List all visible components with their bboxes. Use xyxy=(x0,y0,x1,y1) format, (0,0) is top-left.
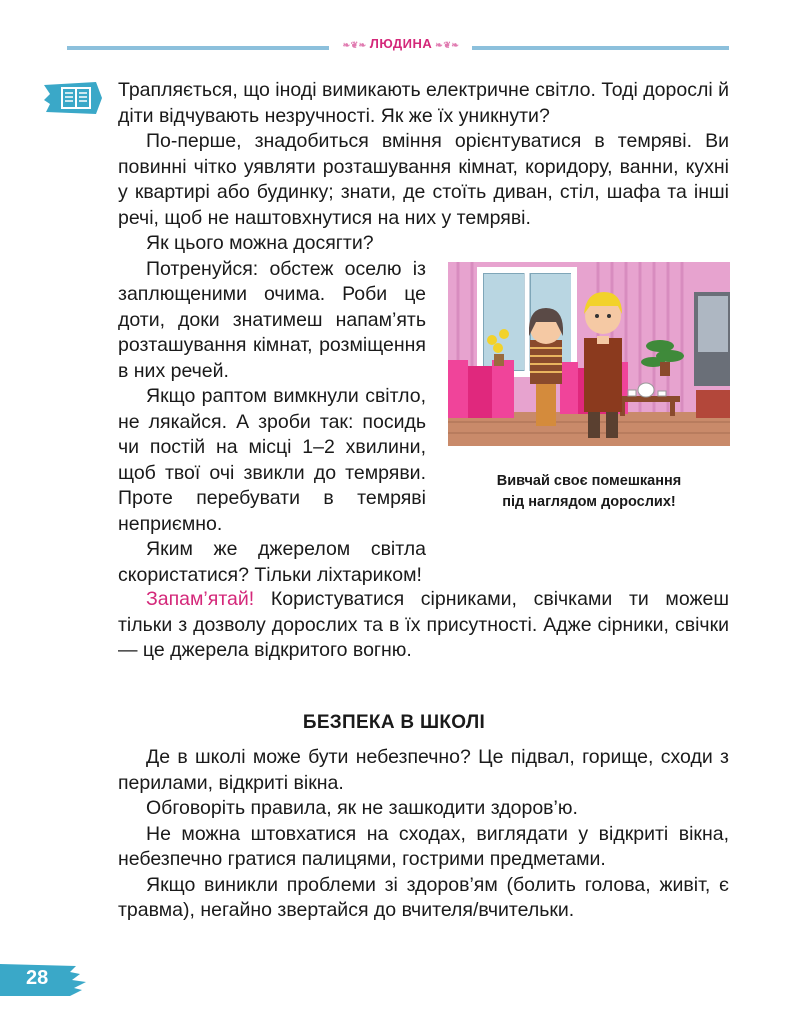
figure-caption xyxy=(448,471,730,513)
column-paragraph-1: Як цього можна досягти? xyxy=(146,232,374,254)
section-title: БЕЗПЕКА В ШКОЛІ xyxy=(302,712,486,733)
caption-line-2: під наглядом дорослих! xyxy=(502,494,676,510)
intro-paragraph-2: По-перше, знадобиться вміння орієнтуватися в темряві. Ви повинні чітко уявляти розташування кімнат, коридору, ванни, кухні у квартирі або будинку; знати, де стоїть диван, стіл, шафа та інші речі, щоб не наштовхнутися на них у темряві. xyxy=(118,130,729,229)
page-number: 28 xyxy=(26,967,49,989)
section-paragraph-2: Обговоріть правила, як не зашкодити здоров’ю. xyxy=(146,797,578,819)
section-paragraph-4: Якщо виникли проблеми зі здоров’ям (болить голова, живіт, є травма), негайно звертайся до вчителя/вчительки. xyxy=(118,873,729,921)
section-paragraph-3: Не можна штовхатися на сходах, виглядати у відкриті вікна, небезпечно гратися палицями, гострими предметами. xyxy=(118,822,729,870)
column-paragraph-4: Яким же джерелом світла скористатися? Тільки ліхтариком! xyxy=(118,538,426,586)
remember-label: Запам’ятай! xyxy=(146,588,255,610)
chapter-title-text: ЛЮДИНА xyxy=(369,36,433,51)
open-book-icon xyxy=(44,82,102,114)
header-rule-right xyxy=(472,46,729,50)
chapter-title: ❧❦❧ ЛЮДИНА ❧❦❧ xyxy=(342,36,460,51)
section-block xyxy=(118,745,729,924)
caption-line-1: Вивчай своє помешкання xyxy=(496,473,682,489)
left-column xyxy=(118,231,426,588)
section-paragraph-1: Де в школі може бути небезпечно? Це підвал, горище, сходи з перилами, відкриті вікна. xyxy=(118,746,729,794)
header-rule-left xyxy=(67,46,329,50)
remember-text: Користуватися сірниками, свічками ти можеш тільки з дозволу дорослих та в їх присутності. Адже сірники, свічки — це джерела відкритого вогню. xyxy=(118,588,729,661)
intro-block xyxy=(118,78,729,231)
room-illustration xyxy=(448,262,730,446)
intro-paragraph-1: Трапляється, що іноді вимикають електричне світло. Тоді дорослі й діти відчувають незручності. Як же їх уникнути? xyxy=(118,79,729,127)
column-paragraph-3: Якщо раптом вимкнули світло, не лякайся. А зроби так: посидь чи постій на місці 1–2 хвилини, щоб твої очі звикли до темряви. Проте перебувати в темряві неприємно. xyxy=(118,385,426,535)
remember-paragraph xyxy=(118,587,729,664)
remember-block xyxy=(118,587,729,664)
column-paragraph-2: Потренуйся: обстеж оселю із заплющеними очима. Роби це доти, доки знатимеш напам’ять розташування кімнат, розміщення в них речей. xyxy=(118,257,426,382)
